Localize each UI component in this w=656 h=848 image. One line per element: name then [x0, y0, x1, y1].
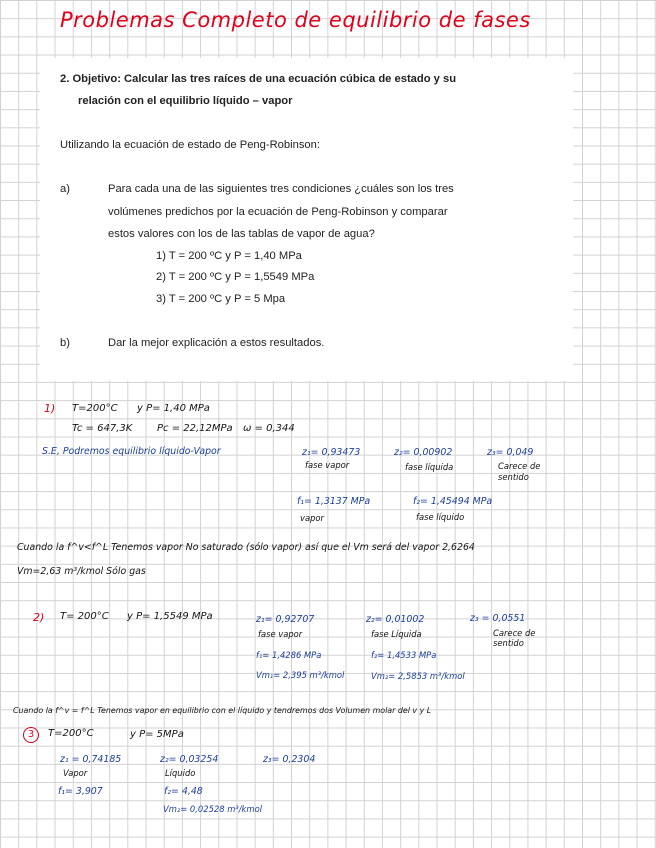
- section-2-z2: z₂= 0,01002: [366, 614, 425, 625]
- section-2-f2: f₂= 1,4533 MPa: [371, 650, 437, 660]
- section-2-z3-note-1: Carece de: [493, 628, 536, 638]
- section-1-f1-phase: vapor: [300, 513, 324, 523]
- part-a-line-1: Para cada una de las siguientes tres condiciones ¿cuáles son los tres: [108, 183, 454, 195]
- section-1-f2: f₂= 1,45494 MPa: [413, 496, 493, 507]
- section-2-pressure: y P= 1,5549 MPa: [127, 611, 213, 622]
- section-2-vm1: Vm₁= 2,395 m³/kmol: [256, 670, 345, 680]
- section-2-z3-note-2: sentido: [493, 638, 524, 648]
- section-1-f1: f₁= 1,3137 MPa: [297, 496, 371, 507]
- section-1-temperature: T=200°C: [72, 403, 118, 414]
- section-1-z2-phase: fase líquida: [405, 462, 454, 472]
- part-b-text: Dar la mejor explicación a estos resultados.: [108, 337, 325, 349]
- section-1-z3: z₃= 0,049: [487, 447, 534, 458]
- part-a-label: a): [60, 183, 70, 195]
- section-1-z1-phase: fase vapor: [305, 460, 350, 470]
- acentric-factor: ω = 0,344: [243, 423, 295, 434]
- section-3-z1-phase: Vapor: [63, 768, 88, 778]
- section-3-temperature: T=200°C: [48, 728, 94, 739]
- section-2-z1-phase: fase vapor: [258, 629, 303, 639]
- condition-2: 2) T = 200 ºC y P = 1,5549 MPa: [156, 271, 315, 283]
- condition-1: 1) T = 200 ºC y P = 1,40 MPa: [156, 250, 302, 262]
- section-2-z1: z₁= 0,92707: [256, 614, 315, 625]
- critical-pressure: Pc = 22,12MPa: [157, 423, 233, 434]
- section-2-vm2: Vm₂= 2,5853 m³/kmol: [371, 671, 465, 681]
- condition-3: 3) T = 200 ºC y P = 5 Mpa: [156, 293, 286, 305]
- page-title: Problemas Completo de equilibrio de fases: [60, 8, 531, 32]
- objective-line-2: relación con el equilibrio líquido – vapor: [78, 95, 293, 107]
- section-2-conclusion: Cuando la f^v = f^L Tenemos vapor en equilibrio con el líquido y tendremos dos Volumen molar del v y L: [13, 706, 432, 715]
- section-1-z3-note-2: sentido: [498, 472, 529, 482]
- section-2-z3: z₃ = 0,0551: [470, 613, 526, 624]
- section-2-temperature: T= 200°C: [60, 611, 109, 622]
- section-3-f1: f₁= 3,907: [58, 786, 103, 797]
- section-1-f2-phase: fase líquido: [416, 512, 465, 522]
- section-1-conclusion-1: Cuando la f^v<f^L Tenemos vapor No saturado (sólo vapor) así que el Vm será del vapor 2,6264: [17, 542, 475, 553]
- section-2-f1: f₁= 1,4286 MPa: [256, 650, 322, 660]
- section-3-z3: z₃= 0,2304: [263, 754, 316, 765]
- part-a-line-2: volúmenes predichos por la ecuación de Peng-Robinson y comparar: [108, 206, 448, 218]
- section-2-number: 2): [33, 611, 45, 624]
- section-1-z3-note-1: Carece de: [498, 461, 541, 471]
- section-1-number: 1): [44, 402, 56, 415]
- part-a-line-3: estos valores con los de las tablas de vapor de agua?: [108, 228, 375, 240]
- objective-line-1: 2. Objetivo: Calcular las tres raíces de una ecuación cúbica de estado y su: [60, 73, 457, 85]
- section-3-z2-phase: Líquido: [165, 768, 196, 778]
- part-b-label: b): [60, 337, 70, 349]
- section-3-vm2: Vm₂= 0,02528 m³/kmol: [163, 804, 263, 814]
- section-3-pressure: y P= 5MPa: [130, 729, 184, 740]
- section-3-z1: z₁ = 0,74185: [60, 754, 122, 765]
- section-1-conclusion-2: Vm=2,63 m³/kmol Sólo gas: [17, 566, 146, 577]
- section-3-z2: z₂= 0,03254: [160, 754, 219, 765]
- intro-text: Utilizando la ecuación de estado de Peng-Robinson:: [60, 139, 320, 151]
- section-3-f2: f₂= 4,48: [164, 786, 203, 797]
- section-1-solution: S.E, Podremos equilibrio líquido-Vapor: [42, 446, 221, 457]
- section-3-number: 3: [23, 727, 39, 743]
- section-1-pressure: y P= 1,40 MPa: [137, 403, 210, 414]
- section-2-z2-phase: fase Líquida: [371, 629, 422, 639]
- section-1-z2: z₂= 0,00902: [394, 447, 453, 458]
- critical-temperature: Tc = 647,3K: [72, 423, 133, 434]
- section-1-z1: z₁= 0,93473: [302, 447, 361, 458]
